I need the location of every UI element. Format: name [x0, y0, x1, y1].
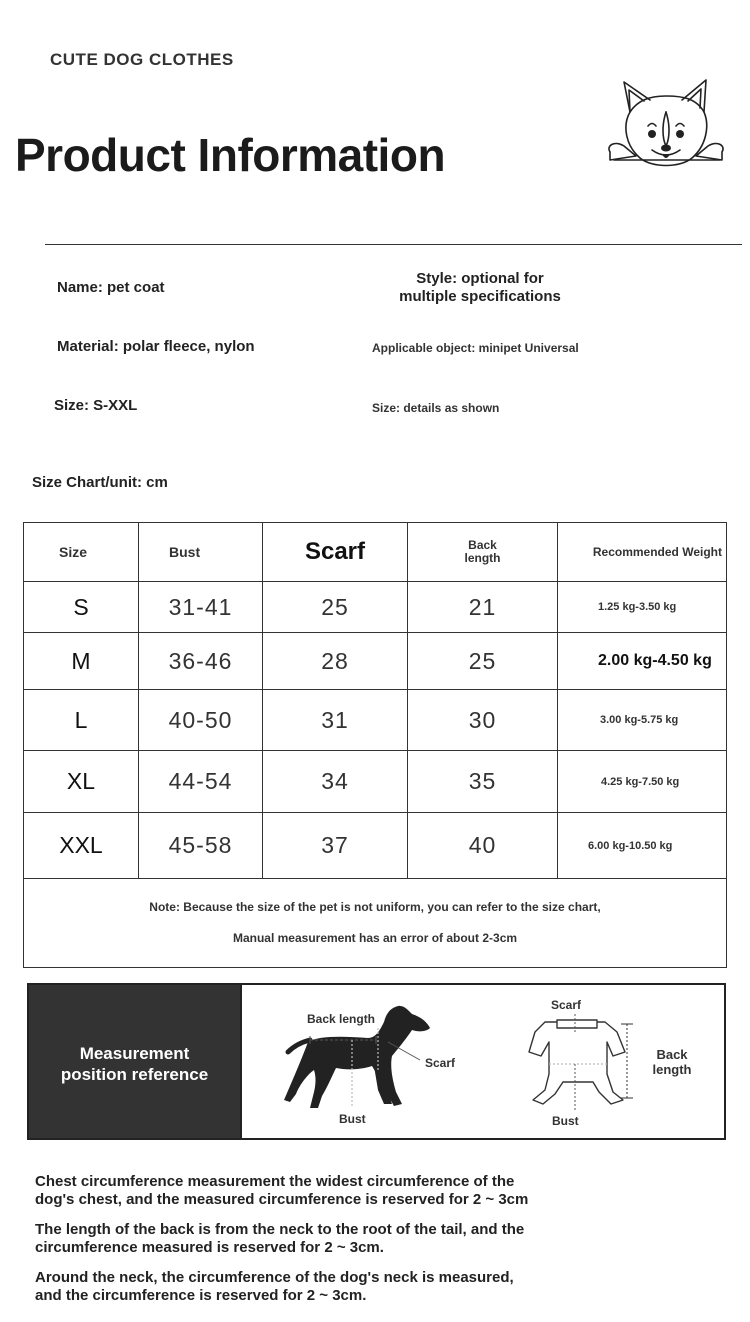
garment-back-line1: Back	[656, 1047, 688, 1062]
measurement-title-line1: Measurement	[79, 1044, 190, 1063]
cell-weight	[558, 633, 727, 690]
info-size: Size: S-XXL	[54, 397, 138, 414]
cell-weight: 6.00 kg-10.50 kg	[558, 813, 727, 879]
info-name: Name: pet coat	[57, 279, 165, 296]
note-line1: Note: Because the size of the pet is not uniform, you can refer to the size chart,	[149, 900, 601, 914]
brand-label: CUTE DOG CLOTHES	[50, 50, 234, 69]
corgi-icon	[600, 76, 732, 172]
cell-weight-text: 2.00 kg-4.50 kg	[598, 652, 712, 669]
cell-bust: 45-58	[139, 813, 263, 879]
size-chart-table	[23, 522, 727, 968]
cell-weight: 4.25 kg-7.50 kg	[558, 751, 727, 813]
dog-bust-label: Bust	[339, 1112, 366, 1126]
note-neck-line2: and the circumference is reserved for 2 ~ 3cm.	[35, 1287, 367, 1304]
cell-size: M	[24, 633, 139, 690]
cell-size: XL	[24, 751, 139, 813]
cell-weight: 3.00 kg-5.75 kg	[558, 690, 727, 751]
garment-back-length-label	[646, 1047, 698, 1077]
note-neck-line1: Around the neck, the circumference of the dog's neck is measured,	[35, 1269, 514, 1286]
dog-scarf-label: Scarf	[425, 1056, 456, 1070]
table-row	[24, 582, 727, 633]
note-chest-line2: dog's chest, and the measured circumference is reserved for 2 ~ 3cm	[35, 1191, 529, 1208]
cell-bust: 44-54	[139, 751, 263, 813]
header-back-line2: length	[464, 551, 501, 565]
header-scarf: Scarf	[263, 523, 408, 582]
header-weight: Recommended Weight	[558, 523, 727, 582]
info-size-details: Size: details as shown	[372, 401, 500, 415]
cell-size: XXL	[24, 813, 139, 879]
info-applicable: Applicable object: minipet Universal	[372, 341, 579, 355]
garment-bust-label: Bust	[552, 1114, 579, 1128]
note-neck	[35, 1269, 595, 1305]
cell-scarf: 34	[263, 751, 408, 813]
cell-scarf: 37	[263, 813, 408, 879]
header-back-length	[408, 523, 558, 582]
header-back-line1: Back	[468, 538, 497, 552]
garment-back-line2: length	[652, 1062, 692, 1077]
cell-bust: 40-50	[139, 690, 263, 751]
note-back-line1: The length of the back is from the neck to the root of the tail, and the	[35, 1221, 525, 1238]
measurement-title	[29, 1043, 240, 1085]
measurement-title-line2: position reference	[60, 1065, 209, 1084]
header-divider	[45, 244, 742, 245]
header-size: Size	[24, 523, 139, 582]
table-note-row	[24, 879, 727, 968]
cell-back: 21	[408, 582, 558, 633]
note-back	[35, 1221, 595, 1257]
cell-scarf: 28	[263, 633, 408, 690]
cell-scarf: 31	[263, 690, 408, 751]
cell-bust: 31-41	[139, 582, 263, 633]
cell-weight: 1.25 kg-3.50 kg	[558, 582, 727, 633]
cell-size: L	[24, 690, 139, 751]
cell-size: S	[24, 582, 139, 633]
cell-back: 35	[408, 751, 558, 813]
info-style-line2: multiple specifications	[399, 288, 561, 305]
cell-bust: 36-46	[139, 633, 263, 690]
cell-back: 30	[408, 690, 558, 751]
note-chest-line1: Chest circumference measurement the widest circumference of the	[35, 1173, 515, 1190]
size-chart-unit: Size Chart/unit: cm	[32, 474, 168, 491]
note-back-line2: circumference measured is reserved for 2 ~ 3cm.	[35, 1239, 384, 1256]
info-material: Material: polar fleece, nylon	[57, 338, 255, 355]
cell-back: 25	[408, 633, 558, 690]
info-style	[360, 270, 600, 306]
measurement-divider	[240, 985, 242, 1138]
header-bust: Bust	[139, 523, 263, 582]
table-note	[24, 879, 727, 968]
table-row	[24, 751, 727, 813]
table-row	[24, 690, 727, 751]
dog-back-length-label: Back length	[307, 1012, 376, 1026]
note-chest	[35, 1173, 595, 1209]
info-style-line1: Style: optional for	[416, 270, 544, 287]
table-row	[24, 813, 727, 879]
note-line2: Manual measurement has an error of about 2-3cm	[232, 931, 518, 945]
cell-scarf: 25	[263, 582, 408, 633]
table-header-row	[24, 523, 727, 582]
cell-back: 40	[408, 813, 558, 879]
garment-outline-icon	[515, 1012, 640, 1112]
page-title: Product Information	[15, 129, 446, 181]
garment-scarf-label: Scarf	[551, 998, 582, 1012]
table-row	[24, 633, 727, 690]
